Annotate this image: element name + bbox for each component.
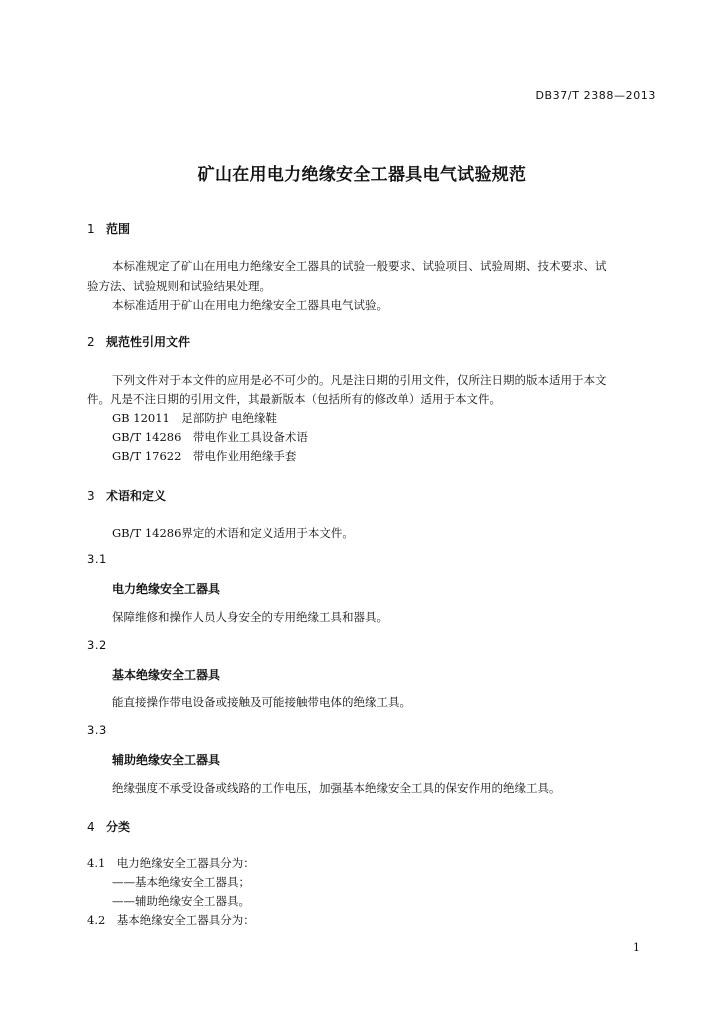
- term-title: 辅助绝缘安全工器具: [112, 753, 221, 767]
- reference-item: GB/T 17622 带电作业用绝缘手套: [112, 449, 297, 463]
- section-number: 3: [87, 489, 95, 503]
- paragraph: 本标准适用于矿山在用电力绝缘安全工器具电气试验。: [112, 298, 388, 312]
- section-title: 范围: [106, 222, 131, 236]
- paragraph: 下列文件对于本文件的应用是必不可少的。凡是注日期的引用文件，仅所注日期的版本适用于本文: [112, 373, 607, 387]
- section-number: 1: [87, 222, 95, 236]
- section-2-heading: [87, 333, 190, 350]
- section-number: 2: [87, 335, 95, 349]
- section-1-heading: [87, 220, 130, 237]
- document-title: 矿山在用电力绝缘安全工器具电气试验规范: [197, 165, 527, 185]
- clause-4-2: 4.2 基本绝缘安全工器具分为：: [87, 913, 255, 927]
- list-item: ——辅助绝缘安全工器具。: [112, 894, 250, 908]
- term-definition: 绝缘强度不承受设备或线路的工作电压，加强基本绝缘安全工具的保安作用的绝缘工具。: [112, 781, 561, 795]
- term-number: 3.1: [87, 552, 107, 566]
- term-number: 3.3: [87, 723, 107, 737]
- clause-4-1: 4.1 电力绝缘安全工器具分为：: [87, 856, 255, 870]
- reference-item: GB 12011 足部防护 电绝缘鞋: [112, 411, 278, 425]
- section-4-heading: [87, 818, 130, 835]
- document-number: DB37/T 2388—2013: [535, 89, 656, 102]
- reference-item: GB/T 14286 带电作业工具设备术语: [112, 430, 308, 444]
- term-title: 基本绝缘安全工器具: [112, 668, 221, 682]
- term-number: 3.2: [87, 638, 107, 652]
- section-title: 术语和定义: [106, 489, 167, 503]
- term-definition: 保障维修和操作人员人身安全的专用绝缘工具和器具。: [112, 610, 388, 624]
- term-title: 电力绝缘安全工器具: [112, 582, 221, 596]
- paragraph: 件。凡是不注日期的引用文件，其最新版本（包括所有的修改单）适用于本文件。: [87, 392, 501, 406]
- term-definition: 能直接操作带电设备或接触及可能接触带电体的绝缘工具。: [112, 695, 411, 709]
- section-3-heading: [87, 487, 166, 504]
- section-number: 4: [87, 820, 95, 834]
- page-number: 1: [633, 941, 640, 954]
- section-title: 分类: [106, 820, 131, 834]
- list-item: ——基本绝缘安全工器具；: [112, 875, 250, 889]
- paragraph: 验方法、试验规则和试验结果处理。: [87, 279, 271, 293]
- paragraph: 本标准规定了矿山在用电力绝缘安全工器具的试验一般要求、试验项目、试验周期、技术要求、试: [112, 259, 607, 273]
- section-title: 规范性引用文件: [106, 335, 191, 349]
- paragraph: GB/T 14286界定的术语和定义适用于本文件。: [112, 526, 354, 540]
